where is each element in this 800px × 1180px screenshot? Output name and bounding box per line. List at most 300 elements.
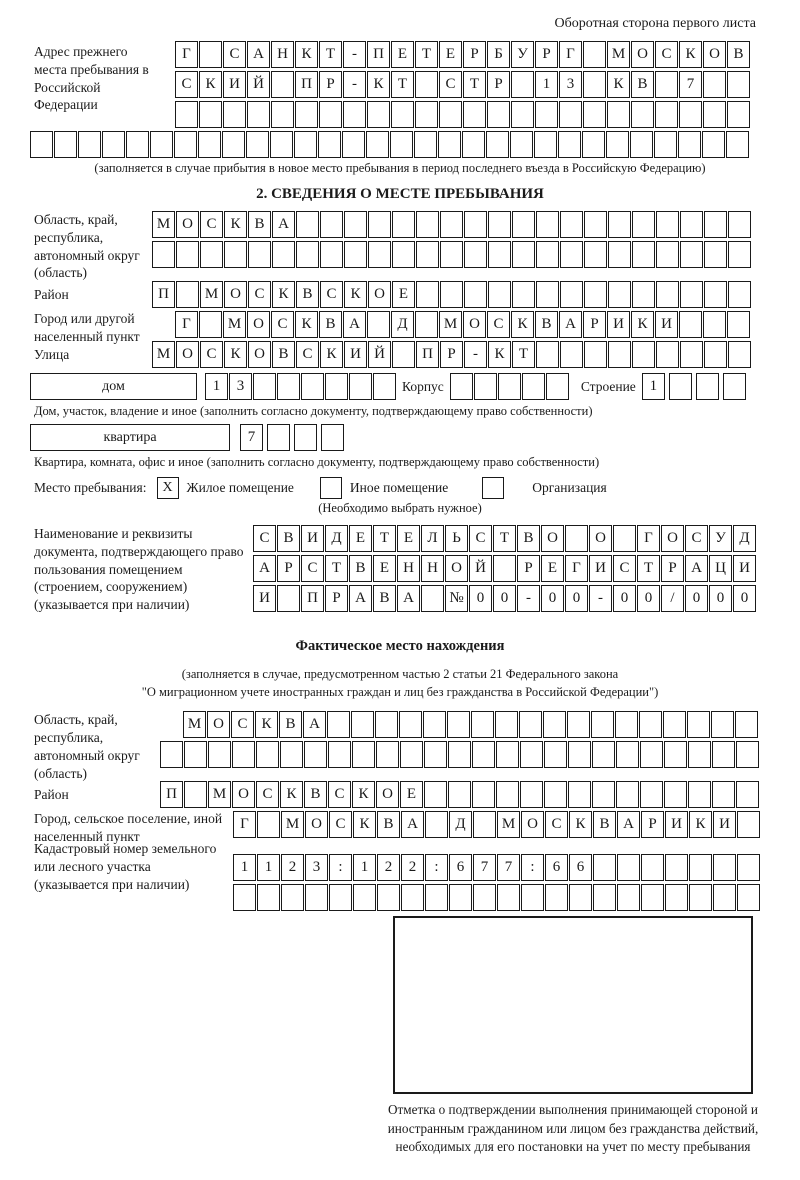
char-cell — [376, 741, 399, 768]
char-cell: С — [175, 71, 198, 98]
char-cell: К — [320, 341, 343, 368]
char-cell — [414, 131, 437, 158]
street-row — [152, 341, 800, 368]
actual-location-subtitle-1: (заполняется в случае, предусмотренном частью 2 статьи 21 Федерального закона — [181, 667, 619, 681]
char-cell — [487, 101, 510, 128]
char-cell: К — [511, 311, 534, 338]
char-cell — [560, 341, 583, 368]
stay-type-row — [34, 477, 800, 499]
char-cell — [296, 211, 319, 238]
char-cell: П — [367, 41, 390, 68]
char-cell: С — [200, 211, 223, 238]
char-cell: М — [497, 811, 520, 838]
char-cell: 0 — [565, 585, 588, 612]
char-cell — [415, 311, 438, 338]
char-cell: И — [655, 311, 678, 338]
actual-region-row-1 — [183, 711, 800, 738]
char-cell — [368, 211, 391, 238]
actual-location-title: Фактическое место нахождения — [295, 638, 505, 654]
actual-region-label: Область, край, республика, автономный округ (область) — [34, 712, 140, 781]
char-cell: О — [445, 555, 468, 582]
char-cell — [546, 373, 569, 400]
char-cell — [368, 241, 391, 268]
char-cell: В — [319, 311, 342, 338]
char-cell — [246, 131, 269, 158]
char-cell — [510, 131, 533, 158]
char-cell — [349, 373, 372, 400]
char-cell — [726, 131, 749, 158]
prev-address-row-3 — [175, 101, 800, 128]
char-cell — [392, 341, 415, 368]
char-cell: В — [349, 555, 372, 582]
char-cell — [199, 101, 222, 128]
char-cell: 0 — [613, 585, 636, 612]
char-cell: А — [617, 811, 640, 838]
char-cell: К — [631, 311, 654, 338]
char-cell: М — [183, 711, 206, 738]
stay-type-label: Место пребывания: — [34, 480, 147, 495]
char-cell — [493, 555, 516, 582]
char-cell — [544, 781, 567, 808]
document-label: Наименование и реквизиты документа, подтверждающего право пользования помещением (строением, сооружением) (указывается при наличии) — [34, 526, 244, 613]
char-cell: 1 — [233, 854, 256, 881]
char-cell: С — [685, 525, 708, 552]
char-cell: В — [272, 341, 295, 368]
city-row — [175, 311, 800, 338]
char-cell — [680, 281, 703, 308]
char-cell — [617, 854, 640, 881]
char-cell — [536, 211, 559, 238]
char-cell — [584, 241, 607, 268]
char-cell: И — [665, 811, 688, 838]
char-cell — [583, 101, 606, 128]
char-cell: 0 — [685, 585, 708, 612]
char-cell: С — [439, 71, 462, 98]
char-cell — [519, 711, 542, 738]
char-cell: А — [247, 41, 270, 68]
char-cell: Р — [583, 311, 606, 338]
char-cell: С — [223, 41, 246, 68]
char-cell: 0 — [541, 585, 564, 612]
char-cell: В — [248, 211, 271, 238]
char-cell: 1 — [353, 854, 376, 881]
char-cell: С — [329, 811, 352, 838]
char-cell — [520, 781, 543, 808]
char-cell: С — [200, 341, 223, 368]
char-cell — [208, 741, 231, 768]
char-cell — [373, 373, 396, 400]
char-cell: О — [176, 341, 199, 368]
char-cell: В — [304, 781, 327, 808]
char-cell: С — [253, 525, 276, 552]
char-cell: Г — [175, 311, 198, 338]
char-cell: Р — [535, 41, 558, 68]
char-cell: В — [279, 711, 302, 738]
char-cell — [184, 781, 207, 808]
char-cell: С — [231, 711, 254, 738]
char-cell: 2 — [377, 854, 400, 881]
char-cell: К — [272, 281, 295, 308]
char-cell — [617, 884, 640, 911]
char-cell — [534, 131, 557, 158]
char-cell: В — [727, 41, 750, 68]
char-cell — [737, 811, 760, 838]
char-cell — [584, 281, 607, 308]
char-cell — [416, 211, 439, 238]
char-cell — [641, 884, 664, 911]
char-cell — [640, 781, 663, 808]
char-cell: М — [208, 781, 231, 808]
char-cell: М — [281, 811, 304, 838]
char-cell: С — [545, 811, 568, 838]
char-cell — [488, 211, 511, 238]
char-cell: С — [328, 781, 351, 808]
char-cell — [447, 711, 470, 738]
char-cell — [488, 281, 511, 308]
char-cell: Р — [517, 555, 540, 582]
char-cell — [536, 241, 559, 268]
char-cell: Р — [463, 41, 486, 68]
char-cell — [423, 711, 446, 738]
char-cell: 1 — [205, 373, 228, 400]
char-cell: П — [416, 341, 439, 368]
char-cell: У — [511, 41, 534, 68]
char-cell — [655, 101, 678, 128]
char-cell — [401, 884, 424, 911]
char-cell — [608, 281, 631, 308]
char-cell: Т — [493, 525, 516, 552]
char-cell: И — [607, 311, 630, 338]
char-cell: 3 — [305, 854, 328, 881]
previous-address-label: Адрес прежнего места пребывания в Российской Федерации — [34, 44, 149, 113]
city-label: Город или другой населенный пункт — [34, 311, 140, 344]
char-cell — [511, 101, 534, 128]
char-cell — [632, 241, 655, 268]
char-cell — [343, 101, 366, 128]
char-cell: - — [589, 585, 612, 612]
char-cell — [543, 711, 566, 738]
char-cell — [665, 884, 688, 911]
char-cell — [198, 131, 221, 158]
char-cell — [327, 711, 350, 738]
street-label: Улица — [34, 347, 70, 362]
char-cell — [703, 101, 726, 128]
char-cell: Т — [637, 555, 660, 582]
char-cell — [712, 781, 735, 808]
char-cell: Й — [368, 341, 391, 368]
char-cell — [415, 101, 438, 128]
char-cell: В — [277, 525, 300, 552]
char-cell — [512, 281, 535, 308]
char-cell — [728, 281, 751, 308]
char-cell: Т — [319, 41, 342, 68]
char-cell — [321, 424, 344, 451]
char-cell — [713, 884, 736, 911]
char-cell: К — [255, 711, 278, 738]
char-cell — [687, 711, 710, 738]
char-cell: Г — [559, 41, 582, 68]
char-cell — [679, 311, 702, 338]
char-cell: 7 — [679, 71, 702, 98]
char-cell — [536, 341, 559, 368]
char-cell: С — [271, 311, 294, 338]
char-cell — [400, 741, 423, 768]
char-cell: О — [521, 811, 544, 838]
char-cell — [582, 131, 605, 158]
char-cell — [392, 241, 415, 268]
char-cell — [593, 884, 616, 911]
char-cell — [294, 131, 317, 158]
char-cell — [344, 241, 367, 268]
char-cell — [277, 585, 300, 612]
char-cell: Т — [463, 71, 486, 98]
char-cell — [704, 241, 727, 268]
char-cell — [613, 525, 636, 552]
actual-location-subtitle-2: "О миграционном учете иностранных граждан и лиц без гражданства в Российской Федерации") — [141, 685, 659, 700]
char-cell — [728, 211, 751, 238]
char-cell — [688, 741, 711, 768]
char-cell — [270, 131, 293, 158]
option-residential-label: Жилое помещение — [186, 480, 294, 495]
char-cell: С — [248, 281, 271, 308]
char-cell — [421, 585, 444, 612]
char-cell: Т — [512, 341, 535, 368]
char-cell — [352, 741, 375, 768]
char-cell — [176, 241, 199, 268]
char-cell — [390, 131, 413, 158]
char-cell — [703, 311, 726, 338]
region-row-1 — [152, 211, 800, 238]
checkbox-residential: X — [157, 477, 179, 499]
char-cell — [565, 525, 588, 552]
char-cell: К — [224, 341, 247, 368]
char-cell: Г — [175, 41, 198, 68]
char-cell — [102, 131, 125, 158]
char-cell: В — [535, 311, 558, 338]
char-cell — [736, 741, 759, 768]
region-row-2 — [152, 241, 800, 268]
checkbox-other-premises — [320, 477, 342, 499]
char-cell — [281, 884, 304, 911]
char-cell — [545, 884, 568, 911]
char-cell — [424, 781, 447, 808]
char-cell: Й — [469, 555, 492, 582]
char-cell — [615, 711, 638, 738]
char-cell: В — [517, 525, 540, 552]
char-cell: А — [401, 811, 424, 838]
district-label: Район — [34, 287, 69, 302]
char-cell: 1 — [642, 373, 665, 400]
actual-city-label: Город, сельское поселение, иной населенный пункт — [34, 811, 223, 845]
char-cell — [448, 741, 471, 768]
char-cell — [176, 281, 199, 308]
char-cell: 6 — [545, 854, 568, 881]
char-cell: 1 — [535, 71, 558, 98]
char-cell: И — [589, 555, 612, 582]
char-cell — [486, 131, 509, 158]
char-cell: Т — [325, 555, 348, 582]
char-cell: И — [733, 555, 756, 582]
char-cell — [319, 101, 342, 128]
char-cell — [737, 854, 760, 881]
char-cell — [318, 131, 341, 158]
char-cell — [535, 101, 558, 128]
stamp-caption: Отметка о подтверждении выполнения принимающей стороной и иностранным гражданином или лицом без гражданства действий, необходимых для его постановки на учет по месту пребывания — [387, 1102, 759, 1155]
char-cell — [174, 131, 197, 158]
char-cell — [416, 241, 439, 268]
prev-address-row-1 — [175, 41, 800, 68]
char-cell — [184, 741, 207, 768]
actual-region-row-2 — [160, 741, 800, 768]
char-cell: 6 — [569, 854, 592, 881]
char-cell: А — [559, 311, 582, 338]
char-cell: А — [397, 585, 420, 612]
document-row-2 — [253, 555, 800, 582]
char-cell — [593, 854, 616, 881]
char-cell — [663, 711, 686, 738]
char-cell — [377, 884, 400, 911]
char-cell: 0 — [469, 585, 492, 612]
char-cell — [367, 311, 390, 338]
stay-place-block — [0, 211, 800, 612]
char-cell: П — [301, 585, 324, 612]
char-cell: Г — [637, 525, 660, 552]
char-cell: / — [661, 585, 684, 612]
char-cell: О — [703, 41, 726, 68]
char-cell — [424, 741, 447, 768]
char-cell — [712, 741, 735, 768]
char-cell — [567, 711, 590, 738]
char-cell: Д — [449, 811, 472, 838]
char-cell: Й — [247, 71, 270, 98]
char-cell — [328, 741, 351, 768]
actual-district-row — [160, 781, 800, 808]
char-cell — [704, 281, 727, 308]
char-cell: Е — [397, 525, 420, 552]
char-cell: П — [152, 281, 175, 308]
char-cell — [248, 241, 271, 268]
actual-district-label: Район — [34, 787, 69, 803]
char-cell: Р — [325, 585, 348, 612]
char-cell: М — [152, 211, 175, 238]
house-row — [30, 373, 800, 400]
char-cell — [678, 131, 701, 158]
char-cell — [233, 884, 256, 911]
korpus-label: Корпус — [402, 378, 444, 394]
char-cell: К — [344, 281, 367, 308]
char-cell — [272, 241, 295, 268]
house-caption: Дом, участок, владение и иное (заполнить согласно документу, подтверждающему право собственности) — [34, 404, 593, 418]
char-cell: М — [223, 311, 246, 338]
char-cell — [568, 781, 591, 808]
stay-type-caption: (Необходимо выбрать нужное) — [318, 501, 482, 515]
char-cell — [256, 741, 279, 768]
char-cell: Т — [415, 41, 438, 68]
char-cell — [280, 741, 303, 768]
char-cell — [703, 71, 726, 98]
char-cell — [450, 373, 473, 400]
cadastral-row-1 — [233, 854, 800, 881]
char-cell — [679, 101, 702, 128]
char-cell: Е — [541, 555, 564, 582]
char-cell — [680, 211, 703, 238]
char-cell: А — [253, 555, 276, 582]
char-cell — [727, 71, 750, 98]
char-cell — [497, 884, 520, 911]
char-cell — [399, 711, 422, 738]
char-cell — [304, 741, 327, 768]
char-cell — [473, 884, 496, 911]
char-cell: Р — [277, 555, 300, 582]
char-cell: И — [253, 585, 276, 612]
char-cell: С — [296, 341, 319, 368]
char-cell — [569, 884, 592, 911]
char-cell — [583, 41, 606, 68]
char-cell — [630, 131, 653, 158]
char-cell — [463, 101, 486, 128]
char-cell — [438, 131, 461, 158]
char-cell: С — [320, 281, 343, 308]
char-cell: К — [689, 811, 712, 838]
char-cell — [664, 781, 687, 808]
char-cell: О — [176, 211, 199, 238]
char-cell — [723, 373, 746, 400]
char-cell — [305, 884, 328, 911]
char-cell: А — [349, 585, 372, 612]
char-cell: Д — [391, 311, 414, 338]
char-cell: С — [469, 525, 492, 552]
apartment-caption: Квартира, комната, офис и иное (заполнить согласно документу, подтверждающему право собственности) — [34, 455, 600, 469]
char-cell: И — [301, 525, 324, 552]
char-cell: Е — [392, 281, 415, 308]
char-cell: Г — [233, 811, 256, 838]
char-cell — [727, 101, 750, 128]
char-cell — [224, 241, 247, 268]
char-cell: С — [301, 555, 324, 582]
char-cell: Р — [487, 71, 510, 98]
char-cell — [175, 101, 198, 128]
char-cell — [512, 211, 535, 238]
char-cell — [353, 884, 376, 911]
char-cell — [560, 241, 583, 268]
char-cell — [639, 711, 662, 738]
char-cell — [656, 281, 679, 308]
region-label: Область, край, республика, автономный округ (область) — [34, 212, 140, 281]
char-cell: О — [376, 781, 399, 808]
char-cell: 2 — [281, 854, 304, 881]
char-cell: Е — [373, 555, 396, 582]
char-cell — [584, 211, 607, 238]
char-cell: С — [487, 311, 510, 338]
char-cell — [425, 811, 448, 838]
char-cell — [704, 341, 727, 368]
char-cell: : — [521, 854, 544, 881]
char-cell: № — [445, 585, 468, 612]
char-cell — [704, 211, 727, 238]
char-cell: Ь — [445, 525, 468, 552]
char-cell — [568, 741, 591, 768]
char-cell — [351, 711, 374, 738]
stroenie-label: Строение — [580, 378, 636, 394]
char-cell — [680, 341, 703, 368]
char-cell: О — [631, 41, 654, 68]
char-cell — [474, 373, 497, 400]
char-cell: О — [247, 311, 270, 338]
char-cell: 3 — [559, 71, 582, 98]
char-cell — [232, 741, 255, 768]
char-cell — [702, 131, 725, 158]
stroenie-cells — [642, 373, 746, 400]
